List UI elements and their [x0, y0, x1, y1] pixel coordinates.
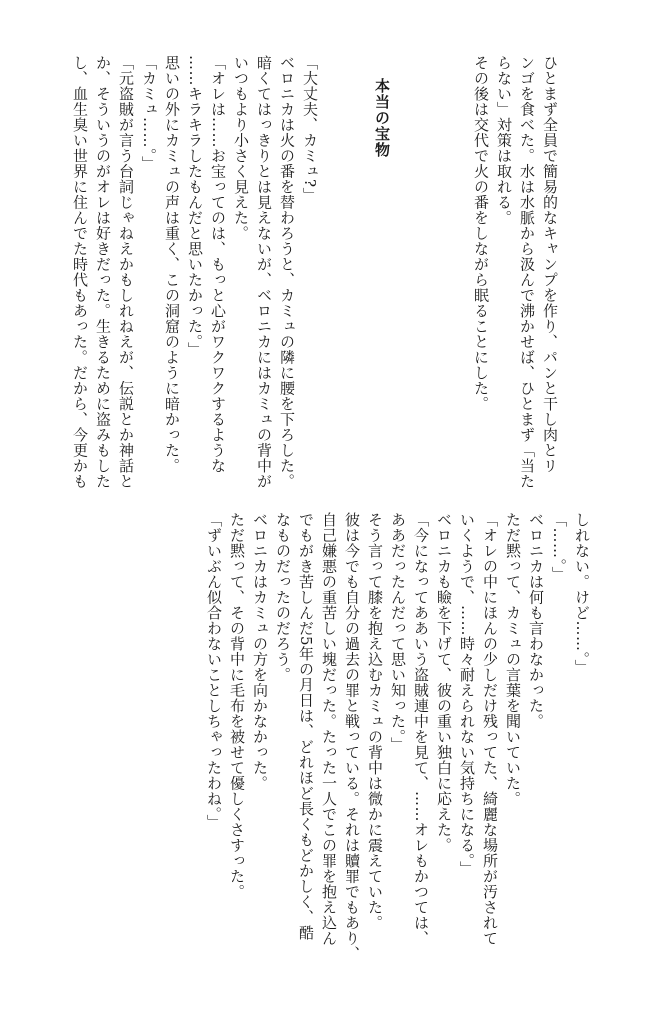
text-line: なものだったのだろう。	[274, 512, 292, 683]
text-line: そう言って膝を抱え込むカミュの背中は微かに震えていた。	[366, 512, 384, 931]
text-line: ひとまず全員で簡易的なキャンプを作り、パンと干し肉とリ	[541, 55, 559, 474]
intro-paragraph	[469, 55, 561, 489]
text-line: いくようで、……時々耐えられない気持ちになる。」	[458, 512, 476, 877]
text-line: ンゴを食べた。水は水脈から汲んで沸かせば、ひとまず「当た	[518, 55, 536, 489]
text-line: 彼は今でも自分の過去の罪と戦っている。それは贖罪でもあり、	[343, 512, 361, 962]
text-line: しれない。けど……。」	[573, 512, 591, 675]
text-line: ああだったんだって思い知った。」	[389, 512, 407, 753]
text-line: 「今になってああいう盗賊連中を見て、……オレもかつては、	[412, 512, 430, 946]
text-line: その後は交代で火の番をしながら眠ることにした。	[472, 55, 490, 412]
text-line: し、血生臭い世界に住んでた時代もあった。だから、今更かも	[71, 55, 89, 489]
text-line: ただ黙って、その背中に毛布を被せて優しくさすった。	[228, 512, 246, 900]
text-line: いつもより小さく見えた。	[232, 55, 250, 241]
text-line: ただ黙って、カミュの言葉を聞いていた。	[504, 512, 522, 807]
text-line: 「オレの中にほんの少しだけ残ってた、綺麗な場所が汚されて	[481, 512, 499, 946]
text-line: 「大丈夫、カミュ?」	[301, 55, 319, 204]
text-line: ベロニカはカミュの方を向かなかった。	[251, 512, 269, 791]
text-line: でもがき苦しんだ5年の月日は、どれほど長くもどかしく、酷	[297, 512, 315, 941]
text-line: 「カミュ……。」	[140, 55, 158, 172]
text-line: 「ずいぶん似合わないことしちゃったわね。」	[205, 512, 223, 830]
text-line: ベロニカは火の番を替わろうと、カミュの隣に腰を下ろした。	[278, 55, 296, 489]
text-line: ……キラキラしたもんだと思いたかった。」	[186, 55, 204, 358]
text-line: 自己嫌悪の重苦しい塊だった。たった一人でこの罪を抱え込ん	[320, 512, 338, 946]
text-line: ベロニカも瞼を下げて、彼の重い独白に応えた。	[435, 512, 453, 853]
text-line: 「オレは……お宝ってのは、もっと心がワクワクするような	[209, 55, 227, 474]
text-line: ベロニカは何も言わなかった。	[527, 512, 545, 729]
text-line: 暗くてはっきりとは見えないが、ベロニカにはカミュの背中が	[255, 55, 273, 489]
text-line: 思いの外にカミュの声は重く、この洞窟のように暗かった。	[163, 55, 181, 474]
text-line: 「元盗賊が言う台詞じゃねえかもしれねえが、伝説とか神話と	[117, 55, 135, 489]
section-heading: 本当の宝物	[373, 78, 391, 158]
story-paragraph	[68, 55, 321, 489]
text-line: 「……。」	[550, 512, 568, 582]
text-line: か、そういうのがオレは好きだった。生きるために盗みもした	[94, 55, 112, 489]
text-line: らない」対策は取れる。	[495, 55, 513, 226]
continuation-paragraph	[202, 512, 593, 967]
